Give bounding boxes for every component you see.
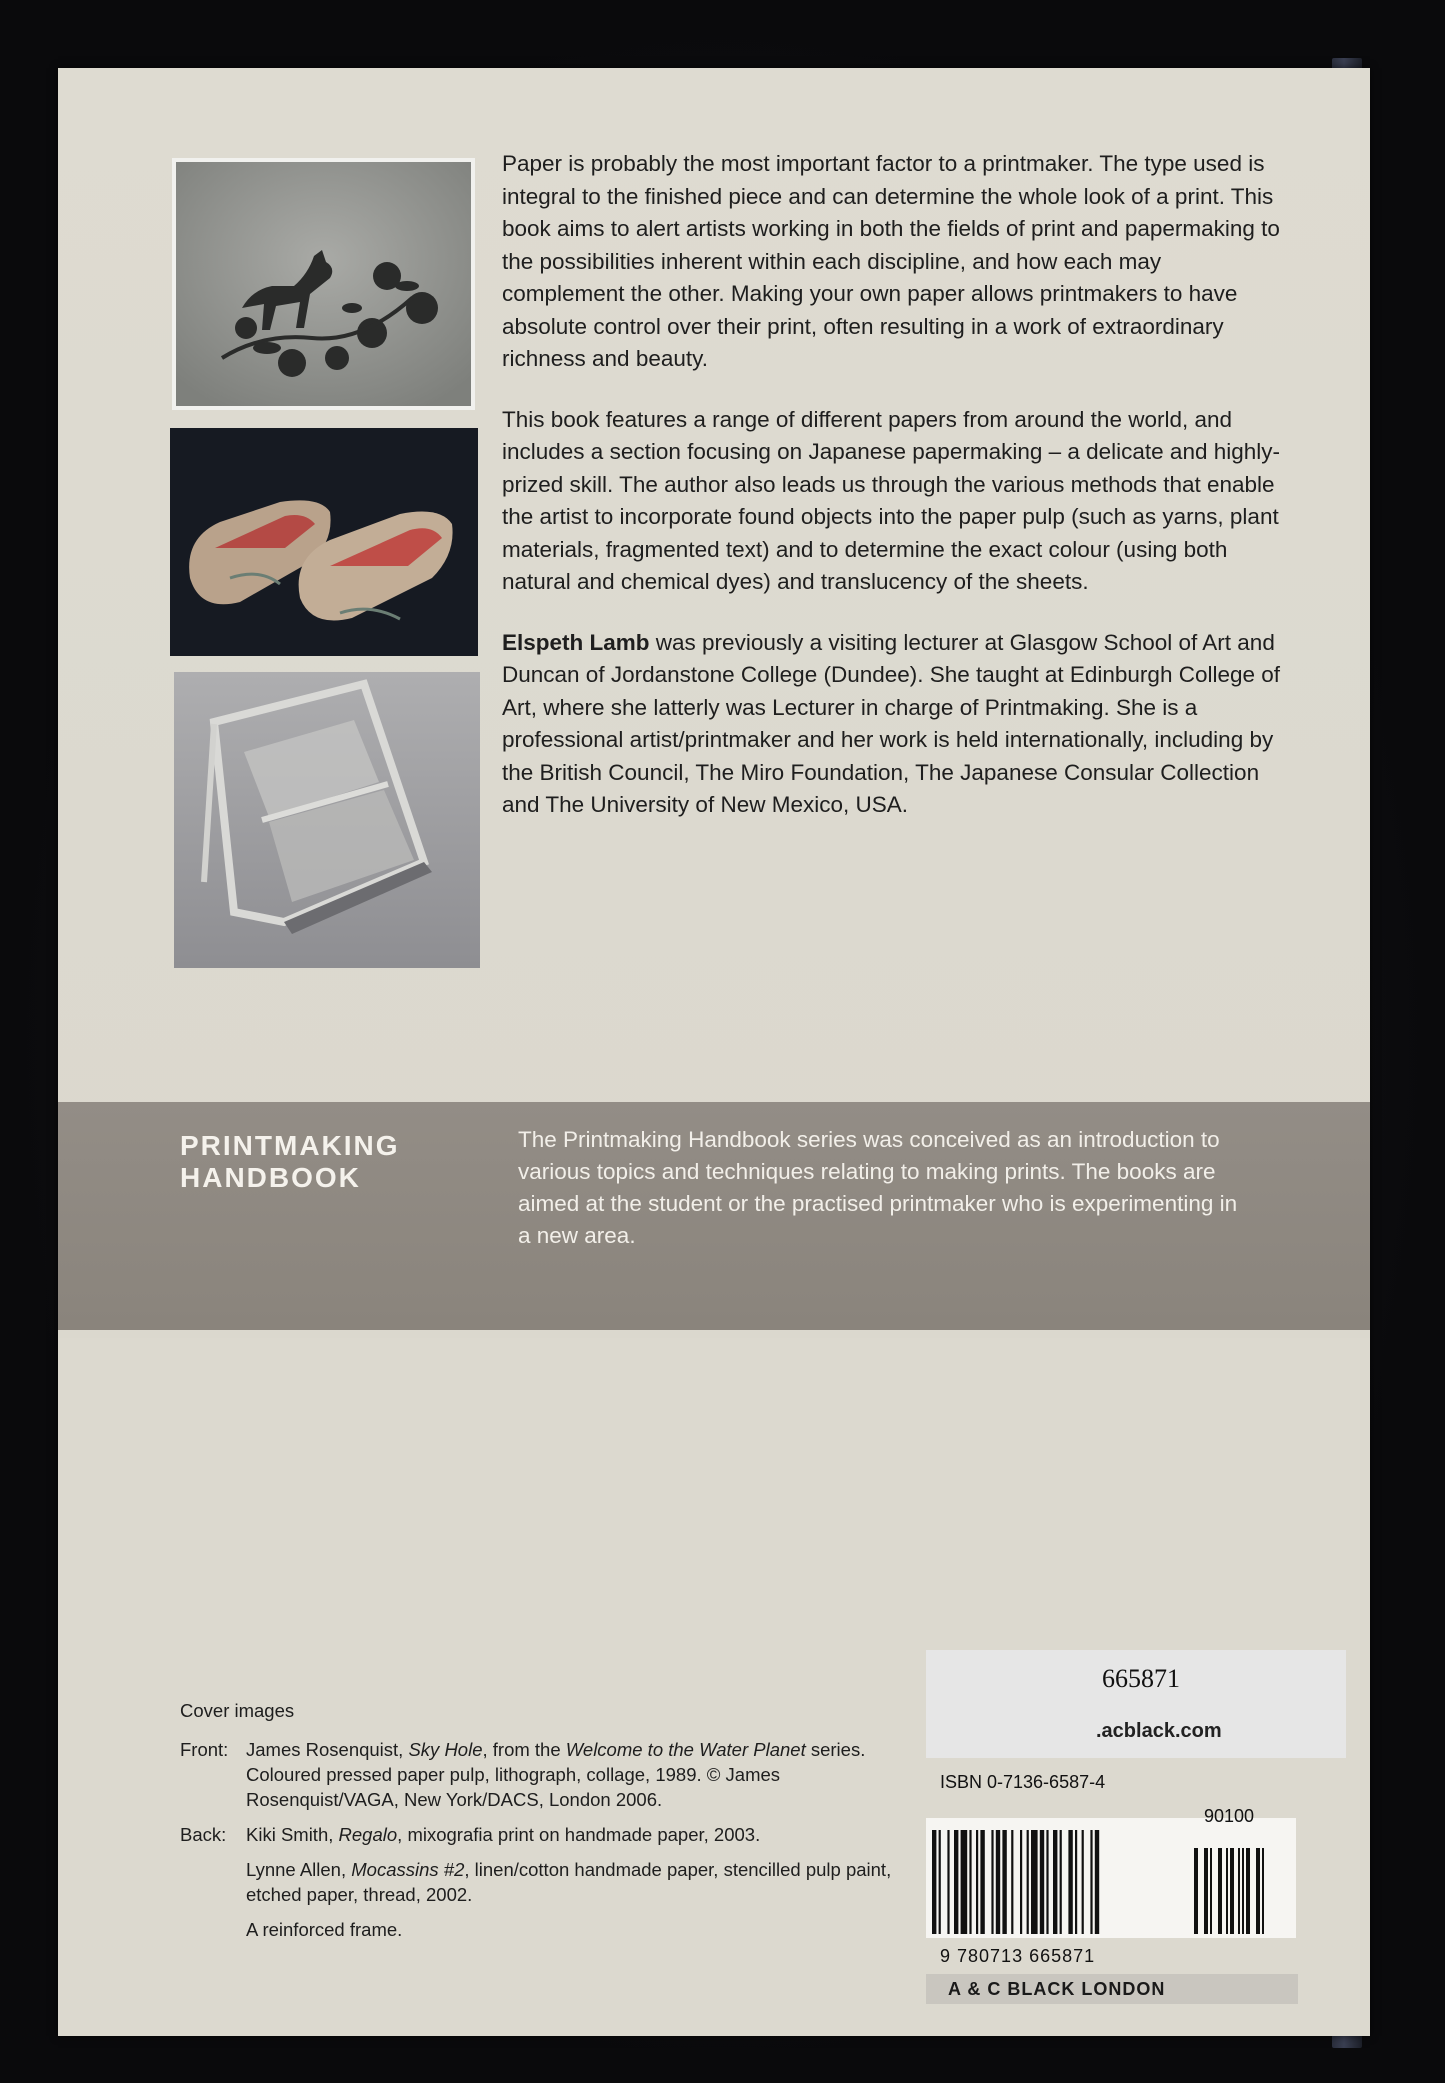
barcode-bar xyxy=(980,1830,984,1934)
barcode-bar xyxy=(1053,1830,1057,1934)
series-title xyxy=(180,1130,400,1194)
price-bar xyxy=(1218,1848,1222,1934)
barcode-bar xyxy=(947,1830,949,1934)
barcode-bar xyxy=(932,1830,936,1934)
barcode-bars xyxy=(926,1826,1296,1944)
barcode-bar xyxy=(976,1830,978,1934)
series-title-line2: HANDBOOK xyxy=(180,1162,361,1193)
price-bar xyxy=(1194,1848,1198,1934)
barcode-bar xyxy=(1011,1830,1013,1934)
back-rest-2: , linen/cotton handmade paper, stencilled pulp paint, etched paper, thread, 2002. xyxy=(246,1859,892,1905)
blurb-text-column xyxy=(502,148,1282,850)
price-code: 90100 xyxy=(1204,1806,1255,1826)
isbn-text: ISBN 0-7136-6587-4 xyxy=(940,1772,1106,1792)
back-artist-2: Lynne Allen, xyxy=(246,1859,352,1880)
barcode-bar xyxy=(1075,1830,1077,1934)
barcode-bar xyxy=(1068,1830,1072,1934)
barcode-bar xyxy=(996,1830,1000,1934)
barcode-bar xyxy=(939,1830,941,1934)
barcode-digits: 9 780713 665871 xyxy=(940,1946,1096,1966)
front-series: Welcome to the Water Planet xyxy=(565,1739,806,1760)
intro-paragraph: Paper is probably the most important factor to a printmaker. The type used is integral to the finished piece and can determine the whole look of a print. This book aims to alert artists working in both the fields of print and papermaking to the possibilities inherent within each discipline, and how each may complement the other. Making your own paper allows printmakers to have absolute control over their print, often resulting in a work of extraordinary richness and beauty. xyxy=(502,151,1280,371)
price-bar xyxy=(1204,1848,1208,1934)
author-name: Elspeth Lamb xyxy=(502,629,650,655)
cover-photo-moccasins xyxy=(170,428,478,656)
back-title-1: Regalo xyxy=(338,1824,398,1845)
credits-heading: Cover images xyxy=(180,1700,295,1721)
front-credit xyxy=(180,1737,900,1812)
barcode-bar xyxy=(954,1830,958,1934)
sticker-number: 665871 xyxy=(1102,1664,1180,1693)
front-mid: , from the xyxy=(482,1739,566,1760)
price-bar xyxy=(1238,1848,1240,1934)
price-bar xyxy=(1226,1848,1228,1934)
cover-photo-reinforced-frame xyxy=(174,672,480,968)
price-bar xyxy=(1246,1848,1250,1934)
barcode-bar xyxy=(969,1830,971,1934)
author-paragraph xyxy=(502,627,1282,822)
barcode-bar xyxy=(1090,1830,1092,1934)
price-bar xyxy=(1256,1848,1260,1934)
barcode-bar xyxy=(1002,1830,1006,1934)
publisher-url: .acblack.com xyxy=(1096,1720,1222,1742)
barcode-bar xyxy=(1046,1830,1048,1934)
price-bar xyxy=(1210,1848,1212,1934)
back-rest-1: , mixografia print on handmade paper, 2003. xyxy=(397,1824,761,1845)
author-bio: was previously a visiting lecturer at Glasgow School of Art and Duncan of Jordanstone College (Dundee). She taught at Edinburgh College of Art, where she latterly was Lecturer in charge of Printmaking. She is a professional artist/printmaker and her work is held internationally, including by the British Council, The Miro Foundation, The Japanese Consular Collection and The University of New Mexico, USA. xyxy=(502,629,1281,817)
barcode-bar xyxy=(1040,1830,1044,1934)
back-credit xyxy=(180,1822,900,1847)
front-label: Front: xyxy=(180,1739,229,1760)
front-title: Sky Hole xyxy=(408,1739,483,1760)
publisher-name: A & C BLACK LONDON xyxy=(926,1974,1298,2004)
barcode-bar xyxy=(1095,1830,1099,1934)
series-title-line1: PRINTMAKING xyxy=(180,1130,400,1161)
barcode-bar xyxy=(1082,1830,1084,1934)
book-back-cover xyxy=(58,68,1370,2036)
front-rest: series. Coloured pressed paper pulp, lithograph, collage, 1989. © James Rosenquist/VAGA, New York/DACS, London 2006. xyxy=(246,1739,866,1810)
cover-image-credits xyxy=(180,1698,900,1952)
price-bar xyxy=(1262,1848,1264,1934)
back-credit-text-1 xyxy=(246,1822,900,1847)
back-credit-text-3: A reinforced frame. xyxy=(246,1919,403,1940)
back-title-2: Mocassins #2 xyxy=(351,1859,465,1880)
series-band xyxy=(58,1102,1370,1330)
back-label: Back: xyxy=(180,1824,227,1845)
features-paragraph: This book features a range of different papers from around the world, and includes a section focusing on Japanese papermaking – a delicate and highly-prized skill. The author also leads us through the various methods that enable the artist to incorporate found objects into the paper pulp (such as yarns, plant materials, fragmented text) and to determine the exact colour (using both natural and chemical dyes) and translucency of the sheets. xyxy=(502,406,1281,594)
cover-photo-dog-etching xyxy=(172,158,475,410)
barcode-bar xyxy=(1027,1830,1029,1934)
back-credit-text-2 xyxy=(246,1857,900,1907)
barcode-bar xyxy=(1020,1830,1022,1934)
barcode-area xyxy=(866,1650,1306,1999)
front-credit-text xyxy=(246,1737,900,1812)
series-description: The Printmaking Handbook series was conceived as an introduction to various topics and techniques relating to making prints. The books are aimed at the student or the practised printmaker who is experimenting in a new area. xyxy=(518,1127,1238,1248)
barcode-bar xyxy=(1060,1830,1062,1934)
barcode-bar xyxy=(991,1830,993,1934)
barcode-bar xyxy=(1031,1830,1038,1934)
front-artist: James Rosenquist, xyxy=(246,1739,409,1760)
back-artist-1: Kiki Smith, xyxy=(246,1824,339,1845)
barcode-bar xyxy=(961,1830,968,1934)
price-bar xyxy=(1242,1848,1244,1934)
price-bar xyxy=(1230,1848,1234,1934)
